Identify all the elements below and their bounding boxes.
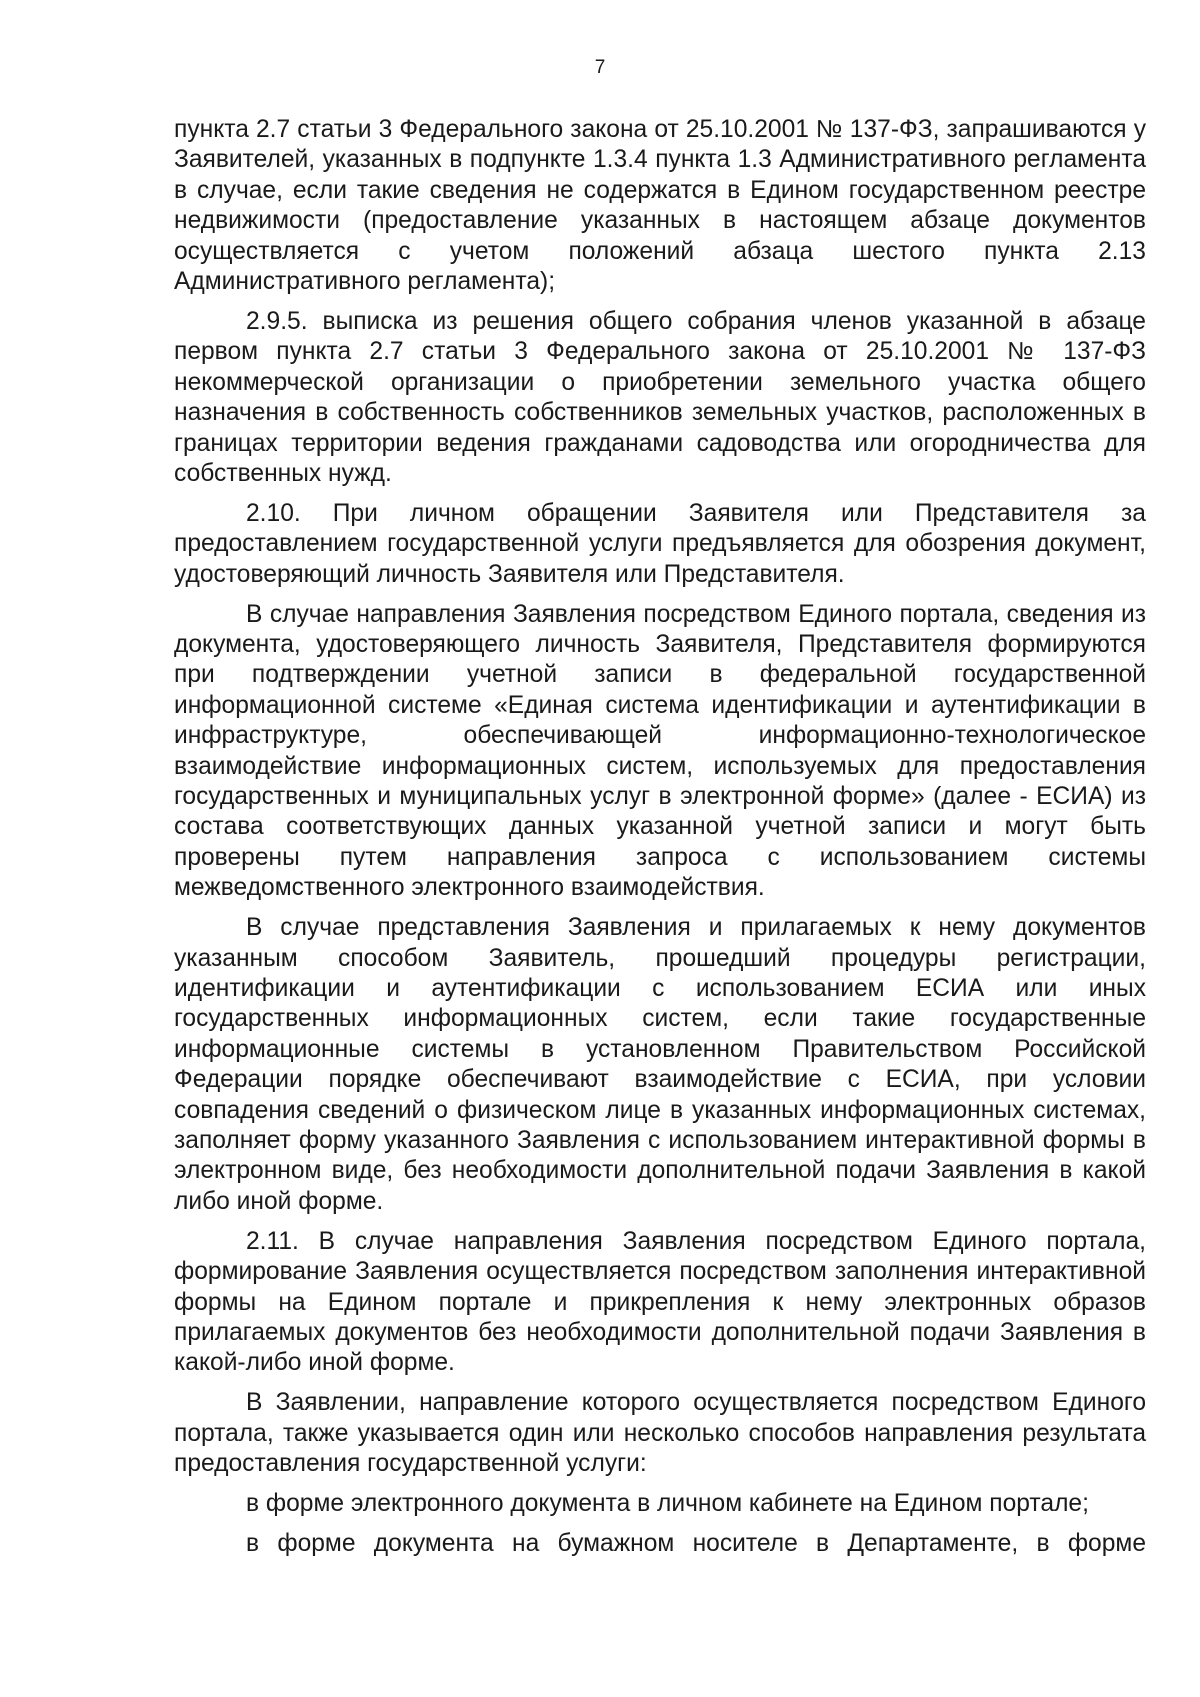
paragraph-result-methods: В Заявлении, направление которого осуществляется посредством Единого портала, также указывается один или несколько способов направления результата предоставления государственной услуги: (174, 1389, 1146, 1478)
list-item-paper-document: в форме документа на бумажном носителе в Департаменте, в форме (246, 1529, 1146, 1557)
paragraph-esia-data: В случае направления Заявления посредством Единого портала, сведения из документа, удостоверяющего личность Заявителя, Представителя формируются при подтверждении учетной записи в федеральной государственной информационной системе «Единая система идентификации и аутентификации в инфраструктуре, обеспечивающей информационно-технологическое взаимодействие информационных систем, используемых для предоставления государственных и муниципальных услуг в электронной форме» (далее - ЕСИА) из состава соответствующих данных указанной учетной записи и могут быть проверены путем направления запроса с использованием системы межведомственного электронного взаимодействия. (174, 600, 1146, 902)
paragraph-continuation: пункта 2.7 статьи 3 Федерального закона от 25.10.2001 № 137-ФЗ, запрашиваются у Заявителей, указанных в подпункте 1.3.4 пункта 1.3 Административного регламента в случае, если такие сведения не содержатся в Едином государственном реестре недвижимости (предоставление указанных в настоящем абзаце документов осуществляется с учетом положений абзаца шестого пункта 2.13 Административного регламента); (174, 116, 1146, 296)
paragraph-2-9-5: 2.9.5. выписка из решения общего собрания членов указанной в абзаце первом пункта 2.7 статьи 3 Федерального закона от 25.10.2001 № 137-ФЗ некоммерческой организации о приобретении земельного участка общего назначения в собственность собственников земельных участков, расположенных в границах территории ведения гражданами садоводства или огородничества для собственных нужд. (174, 307, 1146, 487)
document-body (174, 115, 1146, 1569)
list-item-electronic-document: в форме электронного документа в личном кабинете на Едином портале; (246, 1489, 1089, 1517)
page-number: 7 (594, 57, 606, 78)
paragraph-2-11: 2.11. В случае направления Заявления посредством Единого портала, формирование Заявления осуществляется посредством заполнения интерактивной формы на Едином портале и прикрепления к нему электронных образов прилагаемых документов без необходимости дополнительной подачи Заявления в какой-либо иной форме. (174, 1227, 1146, 1377)
paragraph-interactive-form: В случае представления Заявления и прилагаемых к нему документов указанным способом Заявитель, прошедший процедуры регистрации, идентификации и аутентификации с использованием ЕСИА или иных государственных информационных систем, если такие государственные информационные системы в установленном Правительством Российской Федерации порядке обеспечивают взаимодействие с ЕСИА, при условии совпадения сведений о физическом лице в указанных информационных системах, заполняет форму указанного Заявления с использованием интерактивной формы в электронном виде, без необходимости дополнительной подачи Заявления в какой либо иной форме. (174, 914, 1146, 1215)
paragraph-2-10: 2.10. При личном обращении Заявителя или Представителя за предоставлением государственной услуги предъявляется для обозрения документ, удостоверяющий личность Заявителя или Представителя. (174, 499, 1146, 588)
